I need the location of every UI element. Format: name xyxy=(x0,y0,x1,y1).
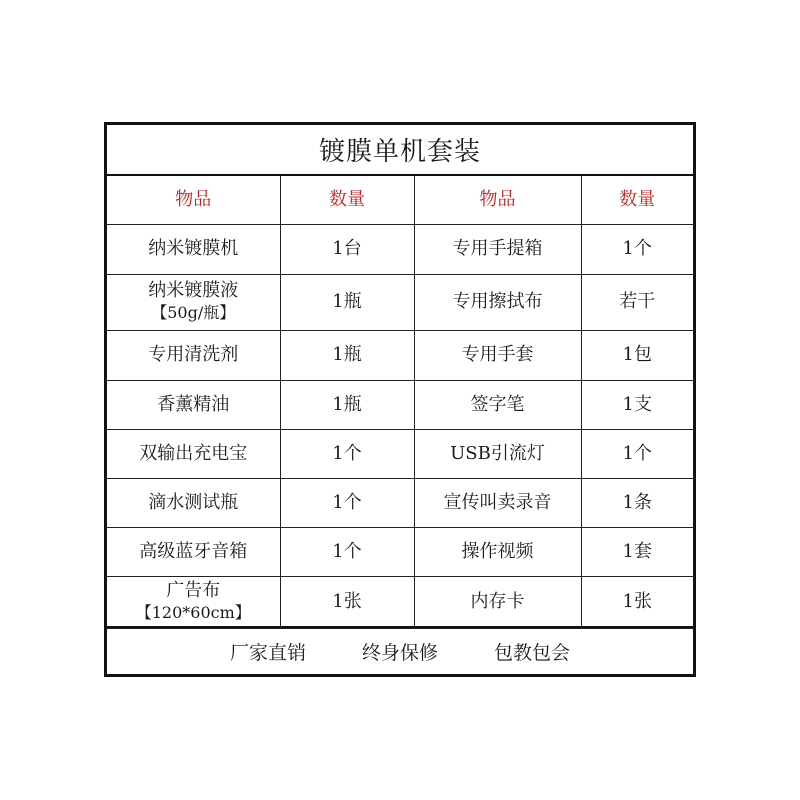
item-quantity: 1个 xyxy=(280,527,414,576)
item-name: 香薰精油 xyxy=(107,380,280,429)
item-name: 专用手套 xyxy=(414,330,581,380)
table-row xyxy=(107,576,693,628)
item-name: 纳米镀膜机 xyxy=(107,224,280,274)
item-name: 高级蓝牙音箱 xyxy=(107,527,280,576)
item-name: 内存卡 xyxy=(414,576,581,628)
item-quantity: 1张 xyxy=(581,576,693,628)
package-sheet xyxy=(104,122,696,677)
footer-slogans xyxy=(107,626,693,674)
footer-slogan: 终身保修 xyxy=(361,641,438,664)
item-name: 宣传叫卖录音 xyxy=(414,478,581,527)
footer-slogan: 包教包会 xyxy=(494,641,571,664)
header-quantity: 数量 xyxy=(280,176,414,224)
item-quantity: 1套 xyxy=(581,527,693,576)
items-table xyxy=(107,176,693,629)
table-row xyxy=(107,330,693,380)
item-quantity: 1支 xyxy=(581,380,693,429)
item-name: 签字笔 xyxy=(414,380,581,429)
table-row xyxy=(107,274,693,330)
table-row xyxy=(107,224,693,274)
item-quantity: 1瓶 xyxy=(280,380,414,429)
item-quantity: 1个 xyxy=(581,429,693,478)
item-quantity: 1包 xyxy=(581,330,693,380)
table-row xyxy=(107,478,693,527)
item-quantity: 若干 xyxy=(581,274,693,330)
item-name: 专用清洗剂 xyxy=(107,330,280,380)
sheet-title: 镀膜单机套装 xyxy=(107,125,693,176)
item-quantity: 1个 xyxy=(280,478,414,527)
item-quantity: 1台 xyxy=(280,224,414,274)
item-name: USB引流灯 xyxy=(414,429,581,478)
table-row xyxy=(107,429,693,478)
item-quantity: 1条 xyxy=(581,478,693,527)
item-name: 滴水测试瓶 xyxy=(107,478,280,527)
item-quantity: 1张 xyxy=(280,576,414,628)
item-name: 双输出充电宝 xyxy=(107,429,280,478)
header-item: 物品 xyxy=(414,176,581,224)
footer-slogan: 厂家直销 xyxy=(229,641,306,664)
item-name: 专用手提箱 xyxy=(414,224,581,274)
table-row xyxy=(107,380,693,429)
item-quantity: 1瓶 xyxy=(280,274,414,330)
item-quantity: 1瓶 xyxy=(280,330,414,380)
header-row xyxy=(107,176,693,224)
item-name: 操作视频 xyxy=(414,527,581,576)
header-item: 物品 xyxy=(107,176,280,224)
header-quantity: 数量 xyxy=(581,176,693,224)
item-name: 专用擦拭布 xyxy=(414,274,581,330)
item-name: 广告布 【120*60cm】 xyxy=(107,576,280,628)
item-quantity: 1个 xyxy=(581,224,693,274)
table-row xyxy=(107,527,693,576)
item-quantity: 1个 xyxy=(280,429,414,478)
item-name: 纳米镀膜液 【50g/瓶】 xyxy=(107,274,280,330)
